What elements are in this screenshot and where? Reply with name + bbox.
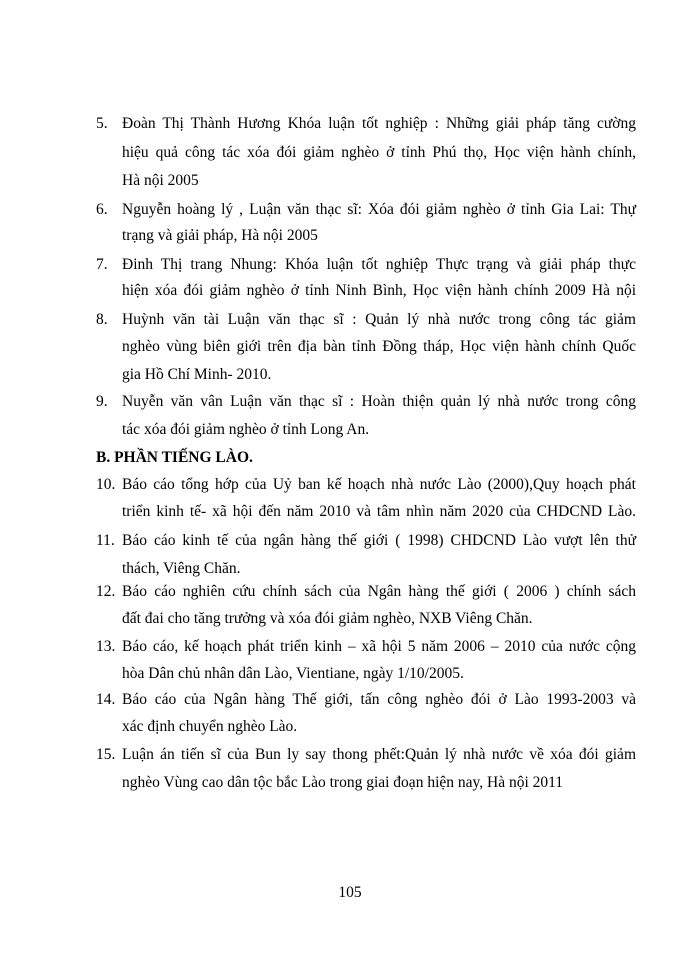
reference-text-line: tác xóa đói giảm nghèo ở tỉnh Long An. — [122, 421, 370, 438]
reference-text-line: gia Hồ Chí Minh- 2010. — [122, 366, 272, 383]
reference-text-line: nghèo vùng biên giới trên địa bàn tỉnh Đồng tháp, Học viện hành chính Quốc — [122, 338, 636, 355]
reference-number: 14. — [96, 691, 116, 708]
reference-text-line: Báo cáo của Ngân hàng Thế giới, tấn công nghèo đói ở Lào 1993-2003 và — [122, 691, 636, 708]
reference-text-line: Nguyễn hoàng lý , Luận văn thạc sĩ: Xóa đói giảm nghèo ở tỉnh Gia Lai: Thự — [122, 201, 636, 218]
reference-text-line: Luận án tiến sĩ của Bun ly say thong phết:Quản lý nhà nước về xóa đói giảm — [122, 746, 636, 763]
reference-number: 7. — [96, 256, 108, 273]
reference-text-line: hòa Dân chủ nhân dân Lào, Vientiane, ngày 1/10/2005. — [122, 665, 464, 682]
reference-number: 9. — [96, 393, 108, 410]
reference-text-line: Nuyễn văn vân Luận văn thạc sĩ : Hoàn thiện quản lý nhà nước trong công — [122, 393, 636, 410]
reference-text-line: Huỳnh văn tài Luận văn thạc sĩ : Quản lý nhà nước trong công tác giảm — [122, 311, 636, 328]
reference-text-line: đất đai cho tăng trưởng và xóa đói giảm nghèo, NXB Viêng Chăn. — [122, 610, 533, 627]
reference-number: 6. — [96, 201, 108, 218]
section-heading: B. PHẦN TIẾNG LÀO. — [96, 449, 253, 466]
page-number: 105 — [338, 884, 362, 901]
reference-text-line: Hà nội 2005 — [122, 172, 199, 189]
reference-number: 15. — [96, 746, 116, 763]
reference-text-line: Báo cáo nghiên cứu chính sách của Ngân hàng thế giới ( 2006 ) chính sách — [122, 583, 636, 600]
reference-text-line: Đoàn Thị Thành Hương Khóa luận tốt nghiệp : Những giải pháp tăng cường — [122, 115, 636, 132]
reference-number: 13. — [96, 638, 116, 655]
reference-text-line: Báo cáo kinh tế của ngân hàng thế giới ( 1998) CHDCND Lào vượt lên thử — [122, 532, 636, 549]
reference-text-line: Đinh Thị trang Nhung: Khóa luận tốt nghiệp Thực trạng và giải pháp thực — [122, 256, 636, 273]
reference-number: 11. — [96, 532, 115, 549]
reference-text-line: nghèo Vùng cao dân tộc bắc Lào trong giai đoạn hiện nay, Hà nội 2011 — [122, 774, 564, 791]
reference-number: 12. — [96, 583, 116, 600]
reference-number: 10. — [96, 476, 116, 493]
reference-text-line: triển kinh tế- xã hội đến năm 2010 và tâm nhìn năm 2020 của CHDCND Lào. — [122, 503, 636, 520]
reference-text-line: trạng và giải pháp, Hà nội 2005 — [122, 227, 318, 244]
reference-number: 8. — [96, 311, 108, 328]
reference-number: 5. — [96, 115, 108, 132]
reference-text-line: thách, Viêng Chăn. — [122, 560, 241, 577]
reference-text-line: hiện xóa đói giảm nghèo ở tỉnh Ninh Bình, Học viện hành chính 2009 Hà nội — [122, 282, 636, 299]
reference-text-line: Báo cáo tổng hớp của Uỷ ban kế hoạch nhà nước Lào (2000),Quy hoạch phát — [122, 476, 636, 493]
reference-text-line: xác định chuyển nghèo Lào. — [122, 718, 298, 735]
reference-text-line: hiệu quả công tác xóa đói giảm nghèo ở tỉnh Phú thọ, Học viện hành chính, — [122, 144, 636, 161]
reference-text-line: Báo cáo, kế hoạch phát triển kinh – xã hội 5 năm 2006 – 2010 của nước cộng — [122, 638, 636, 655]
